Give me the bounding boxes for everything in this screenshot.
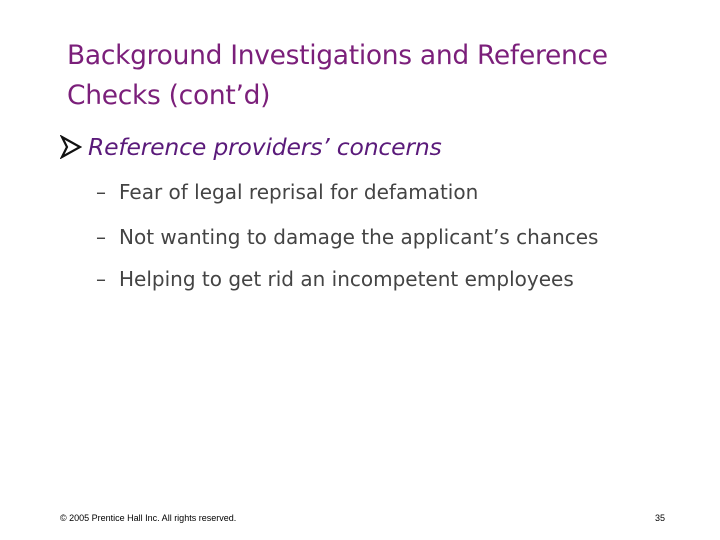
sub-bullet-text: Not wanting to damage the applicant’s chances (119, 225, 599, 249)
footer-copyright: © 2005 Prentice Hall Inc. All rights reserved. (60, 513, 237, 523)
sub-bullet-text: Helping to get rid an incompetent employees (119, 267, 574, 291)
sub-bullet (96, 178, 478, 206)
sub-bullet-text: Fear of legal reprisal for defamation (119, 180, 479, 204)
dash-marker: – (96, 180, 106, 204)
main-bullet-text: Reference providers’ concerns (88, 133, 442, 161)
main-bullet (60, 130, 442, 164)
dash-marker: – (96, 225, 106, 249)
arrow-bullet-icon (60, 135, 82, 159)
page-number: 35 (654, 513, 665, 523)
sub-bullet (96, 223, 598, 251)
sub-bullet (96, 265, 574, 293)
slide-title-line-1: Background Investigations and Reference (67, 40, 608, 71)
slide-title-line-2: Checks (cont’d) (67, 80, 271, 111)
slide-title (67, 36, 687, 116)
dash-marker: – (96, 267, 106, 291)
